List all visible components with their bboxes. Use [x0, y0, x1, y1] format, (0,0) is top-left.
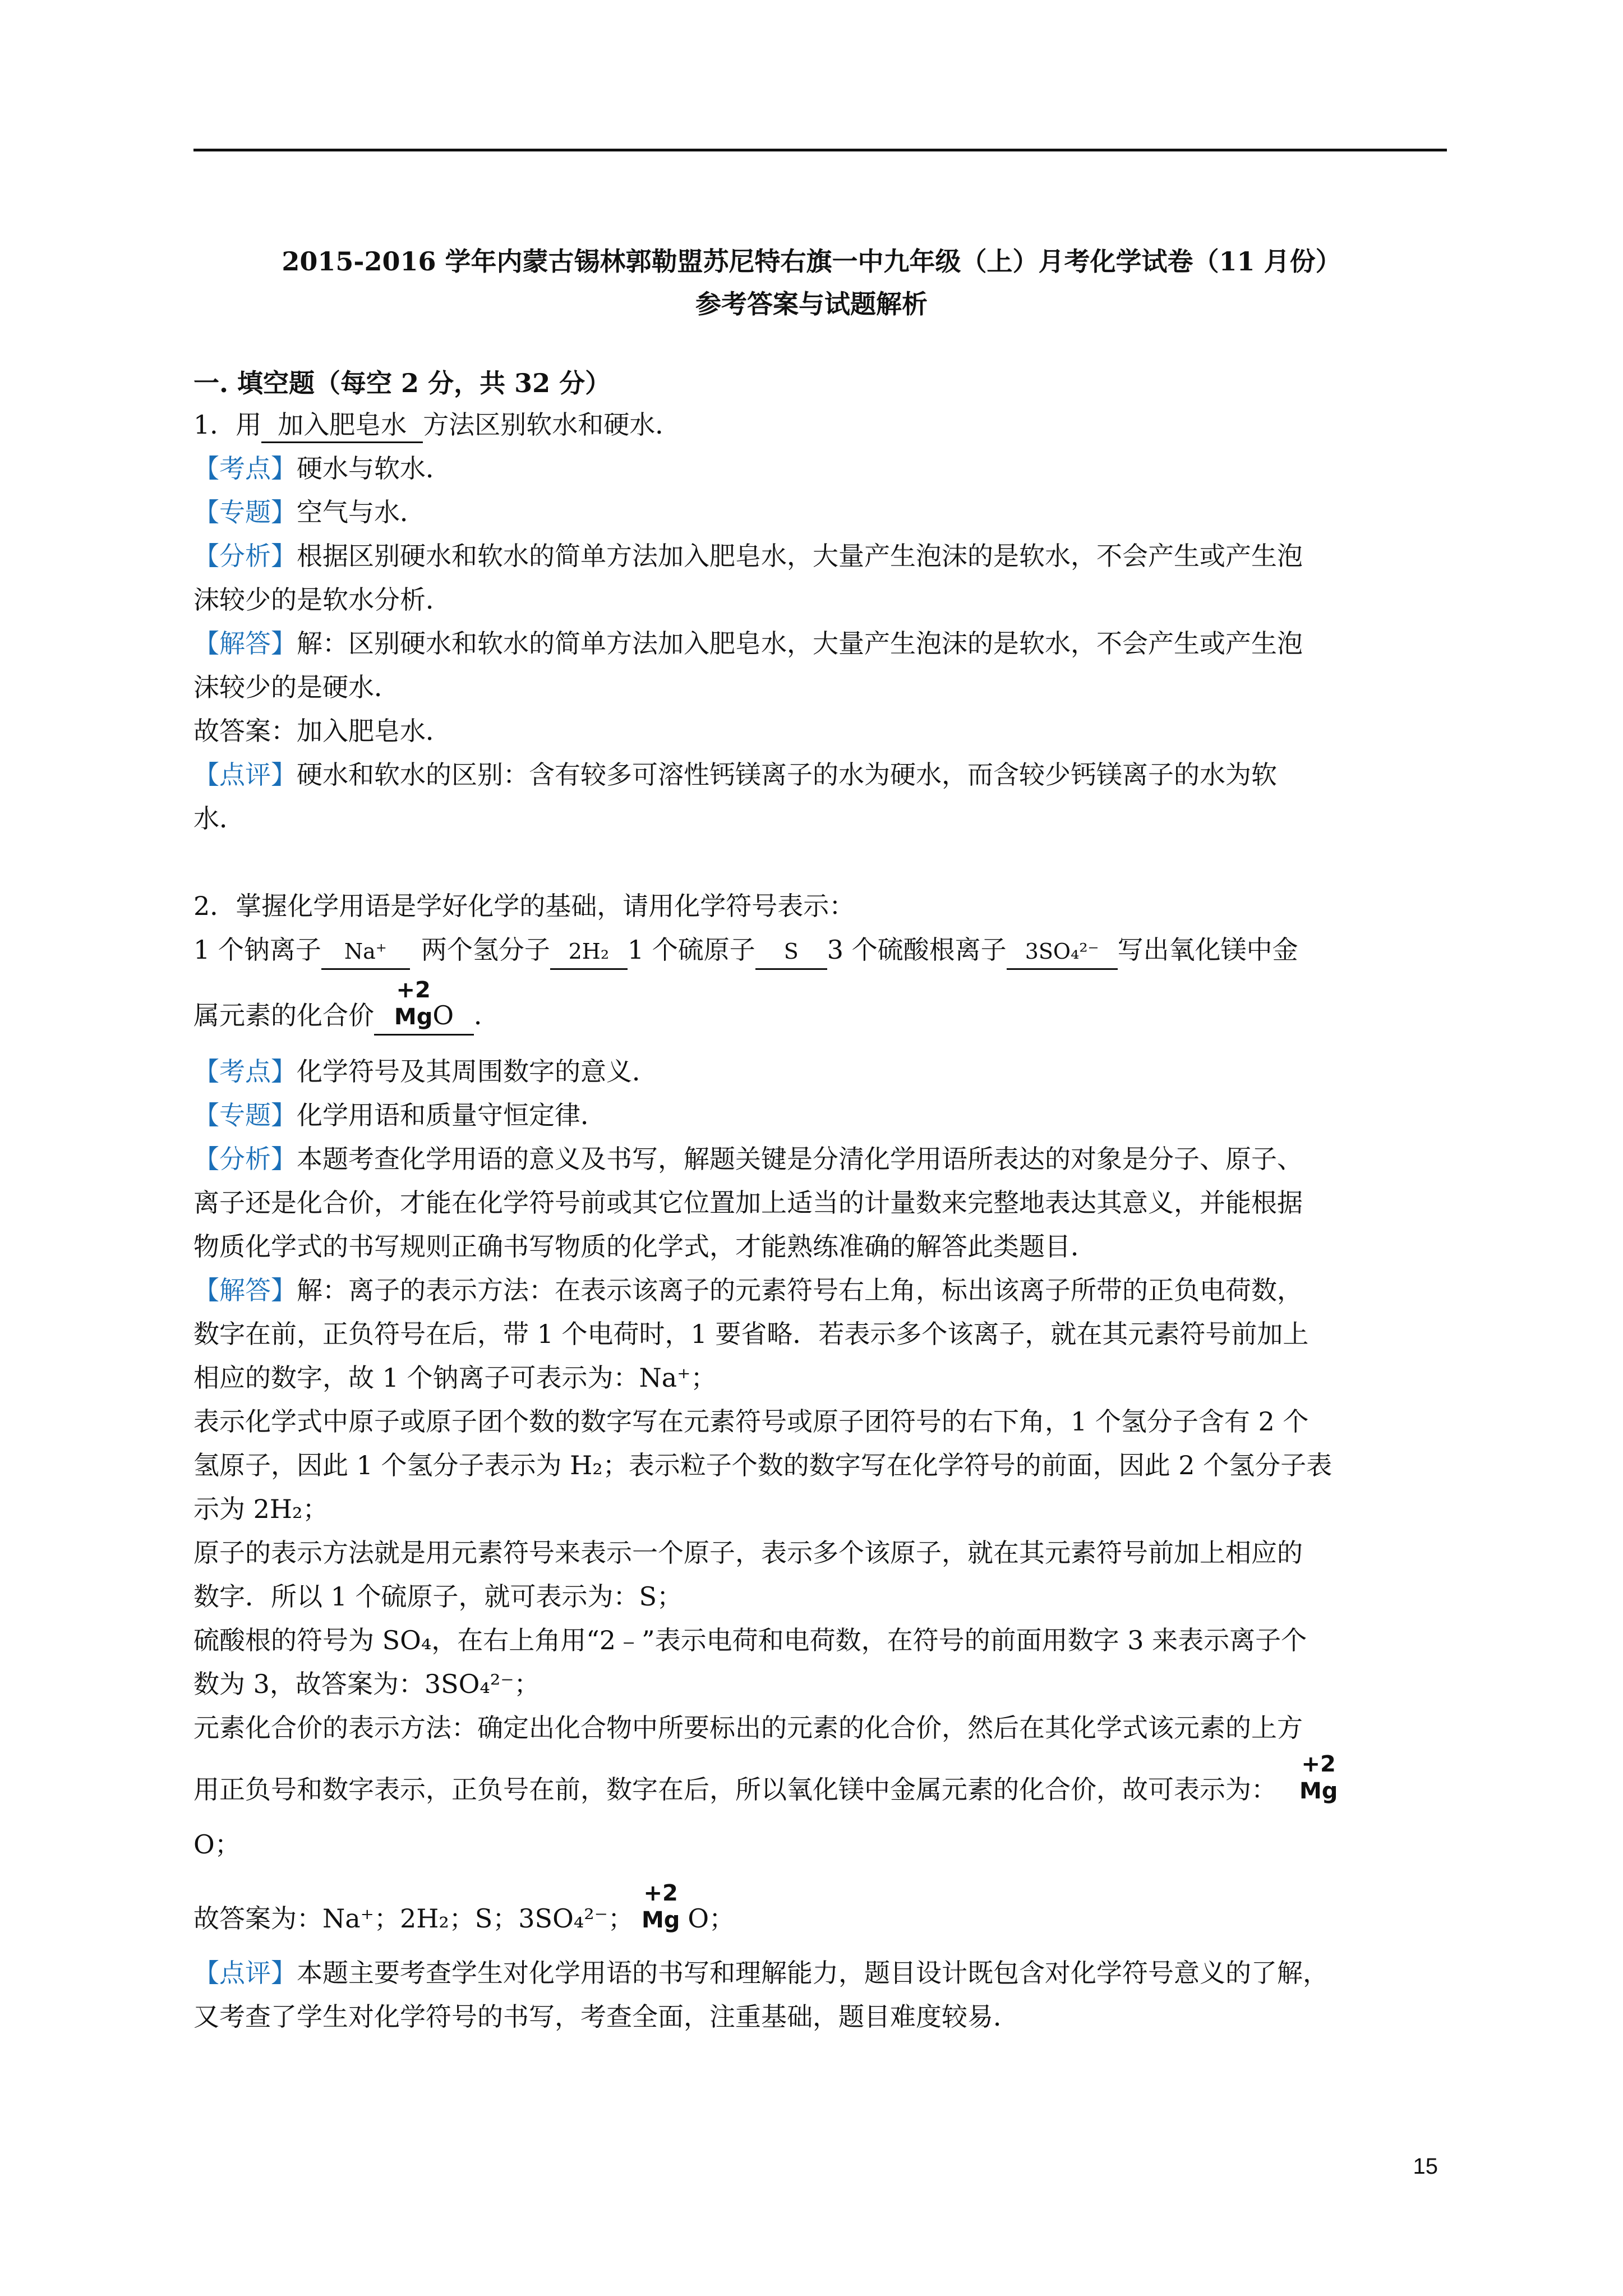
q1-jieda-text-1: 解：区别硬水和软水的简单方法加入肥皂水，大量产生泡沫的是软水，不会产生或产生泡: [297, 628, 1303, 659]
o-symbol: O: [432, 1000, 454, 1030]
header-rule: [193, 149, 1447, 151]
q1-dianping-line-2: 水．: [193, 803, 245, 834]
q1-kaodian: [193, 452, 451, 485]
mg-symbol: Mg: [394, 1004, 433, 1030]
q2-answer-text: 故答案为：Na⁺；2H₂；S；3SO₄²⁻；: [193, 1903, 634, 1934]
q2-blank-valence: [374, 977, 474, 1036]
q1-fenxi: [193, 539, 1303, 573]
jieda-tag: 【解答】: [193, 1275, 297, 1305]
q2-dianping-text-1: 本题主要考查学生对化学用语的书写和理解能力，题目设计既包含对化学符号意义的了解，: [297, 1958, 1329, 1988]
q1-fenxi-text-1: 根据区别硬水和软水的简单方法加入肥皂水，大量产生泡沫的是软水，不会产生或产生泡: [297, 541, 1303, 571]
q2-jieda-line-12: [193, 1751, 1338, 1808]
q2-prompt-4: 3 个硫酸根离子: [827, 935, 1007, 965]
mg-valence-value: +2: [396, 977, 431, 1003]
q2-kaodian-text: 化学符号及其周围数字的意义．: [297, 1056, 658, 1087]
q2-blank-sodium-ion: Na⁺: [321, 935, 410, 970]
dianping-tag: 【点评】: [193, 1958, 297, 1988]
q2-valence-line: [193, 977, 500, 1036]
q1-answer-line: 故答案：加入肥皂水．: [193, 716, 451, 746]
q2-prompt-1: 1 个钠离子: [193, 935, 321, 965]
q2-dianping-line-2: 又考查了学生对化学符号的书写，考查全面，注重基础，题目难度较易．: [193, 2001, 1019, 2032]
q2-prompt-5: 写出氧化镁中金: [1117, 935, 1298, 965]
q1-stem-pre: 1．用: [193, 409, 262, 440]
q2-prompt-7: ．: [474, 1000, 500, 1030]
mg-symbol: Mg: [641, 1907, 680, 1933]
q1-fenxi-line-2: 沫较少的是软水分析．: [193, 585, 451, 615]
fenxi-tag: 【分析】: [193, 541, 297, 571]
q2-jieda-line-8: 数字．所以 1 个硫原子，就可表示为：S；: [193, 1581, 683, 1612]
q2-fenxi-line-3: 物质化学式的书写规则正确书写物质的化学式，才能熟练准确的解答此类题目．: [193, 1231, 1096, 1262]
mg-valence-value: +2: [643, 1880, 678, 1906]
q1-zhuanti: [193, 495, 426, 529]
q1-stem-post: 方法区别软水和硬水．: [423, 409, 681, 440]
q1-dianping-text-1: 硬水和软水的区别：含有较多可溶性钙镁离子的水为硬水，而含较少钙镁离子的水为软: [297, 760, 1277, 790]
mg-valence-symbol: [1299, 1751, 1338, 1808]
q2-jieda-line-11: 元素化合价的表示方法：确定出化合物中所要标出的元素的化合价，然后在其化学式该元素的上方: [193, 1713, 1303, 1743]
mg-symbol: Mg: [1299, 1778, 1338, 1804]
q2-prompt-6: 属元素的化合价: [193, 1000, 374, 1030]
q2-jieda-line-5: 氢原子，因此 1 个氢分子表示为 H₂；表示粒子个数的数字写在化学符号的前面，因此 2 个氢分子表: [193, 1450, 1332, 1480]
jieda-tag: 【解答】: [193, 628, 297, 659]
zhuanti-tag: 【专题】: [193, 1100, 297, 1130]
section-heading: 一. 填空题（每空 2 分，共 32 分）: [193, 368, 611, 398]
q2-jieda-line-4: 表示化学式中原子或原子团个数的数字写在元素符号或原子团符号的右下角，1 个氢分子含有 2 个: [193, 1406, 1309, 1437]
fenxi-tag: 【分析】: [193, 1144, 297, 1174]
document-title: 2015-2016 学年内蒙古锡林郭勒盟苏尼特右旗一中九年级（上）月考化学试卷（11 月份）: [282, 246, 1341, 277]
q2-jieda-text-1: 解：离子的表示方法：在表示该离子的元素符号右上角，标出该离子所带的正负电荷数，: [297, 1275, 1303, 1305]
q2-fenxi-text-1: 本题考查化学用语的意义及书写，解题关键是分清化学用语所表达的对象是分子、原子、: [297, 1144, 1303, 1174]
q2-blank-sulfate: 3SO₄²⁻: [1007, 935, 1118, 970]
q1-jieda-line-2: 沫较少的是硬水．: [193, 672, 400, 702]
q2-jieda: [193, 1273, 1303, 1307]
q2-jieda-line-6: 示为 2H₂；: [193, 1494, 329, 1524]
q2-jieda-line-10: 数为 3，故答案为：3SO₄²⁻；: [193, 1669, 540, 1699]
q2-stem: 2．掌握化学用语是学好化学的基础，请用化学符号表示：: [193, 891, 855, 921]
q2-fenxi: [193, 1142, 1303, 1176]
q2-jieda-line-9: 硫酸根的符号为 SO₄，在右上角用“2﹣”表示电荷和电荷数，在符号的前面用数字 3 来表示离子个: [193, 1625, 1307, 1655]
dianping-tag: 【点评】: [193, 760, 297, 790]
q1-zhuanti-text: 空气与水．: [297, 497, 426, 527]
q2-prompt-2: 两个氢分子: [421, 935, 550, 965]
q2-zhuanti-text: 化学用语和质量守恒定律．: [297, 1100, 606, 1130]
q2-jieda-line-13: O；: [193, 1829, 241, 1860]
q2-fenxi-line-2: 离子还是化合价，才能在化学符号前或其它位置加上适当的计量数来完整地表达其意义，并能根据: [193, 1188, 1303, 1218]
q2-kaodian: [193, 1055, 658, 1088]
q1-stem: [193, 408, 681, 443]
q2-jieda-text-12: 用正负号和数字表示，正负号在前，数字在后，所以氧化镁中金属元素的化合价，故可表示为：: [193, 1774, 1277, 1805]
zhuanti-tag: 【专题】: [193, 497, 297, 527]
q2-zhuanti: [193, 1098, 606, 1132]
kaodian-tag: 【考点】: [193, 453, 297, 484]
q1-jieda: [193, 627, 1303, 660]
page-number: 15: [1413, 2154, 1438, 2179]
document-subtitle: 参考答案与试题解析: [695, 289, 928, 319]
q1-kaodian-text: 硬水与软水．: [297, 453, 451, 484]
kaodian-tag: 【考点】: [193, 1056, 297, 1087]
mg-valence-value: +2: [1301, 1751, 1336, 1777]
q2-prompt-3: 1 个硫原子: [627, 935, 755, 965]
q2-answer-line: [193, 1880, 735, 1937]
q2-dianping: [193, 1956, 1329, 1990]
q2-blanks-line: [193, 933, 1298, 970]
q2-jieda-line-2: 数字在前，正负符号在后，带 1 个电荷时，1 要省略．若表示多个该离子，就在其元素符号前加上: [193, 1319, 1309, 1349]
q2-blank-sulfur: S: [755, 935, 827, 970]
q2-jieda-line-7: 原子的表示方法就是用元素符号来表示一个原子，表示多个该原子，就在其元素符号前加上相应的: [193, 1538, 1303, 1568]
q1-dianping: [193, 758, 1277, 792]
mg-valence-symbol: [394, 977, 433, 1034]
q2-answer-tail: O；: [688, 1903, 735, 1934]
q1-answer-blank: 加入肥皂水: [261, 408, 423, 443]
q2-blank-hydrogen: 2H₂: [550, 935, 628, 970]
q2-jieda-line-3: 相应的数字，故 1 个钠离子可表示为：Na⁺；: [193, 1363, 717, 1393]
mg-valence-symbol: [641, 1880, 680, 1937]
